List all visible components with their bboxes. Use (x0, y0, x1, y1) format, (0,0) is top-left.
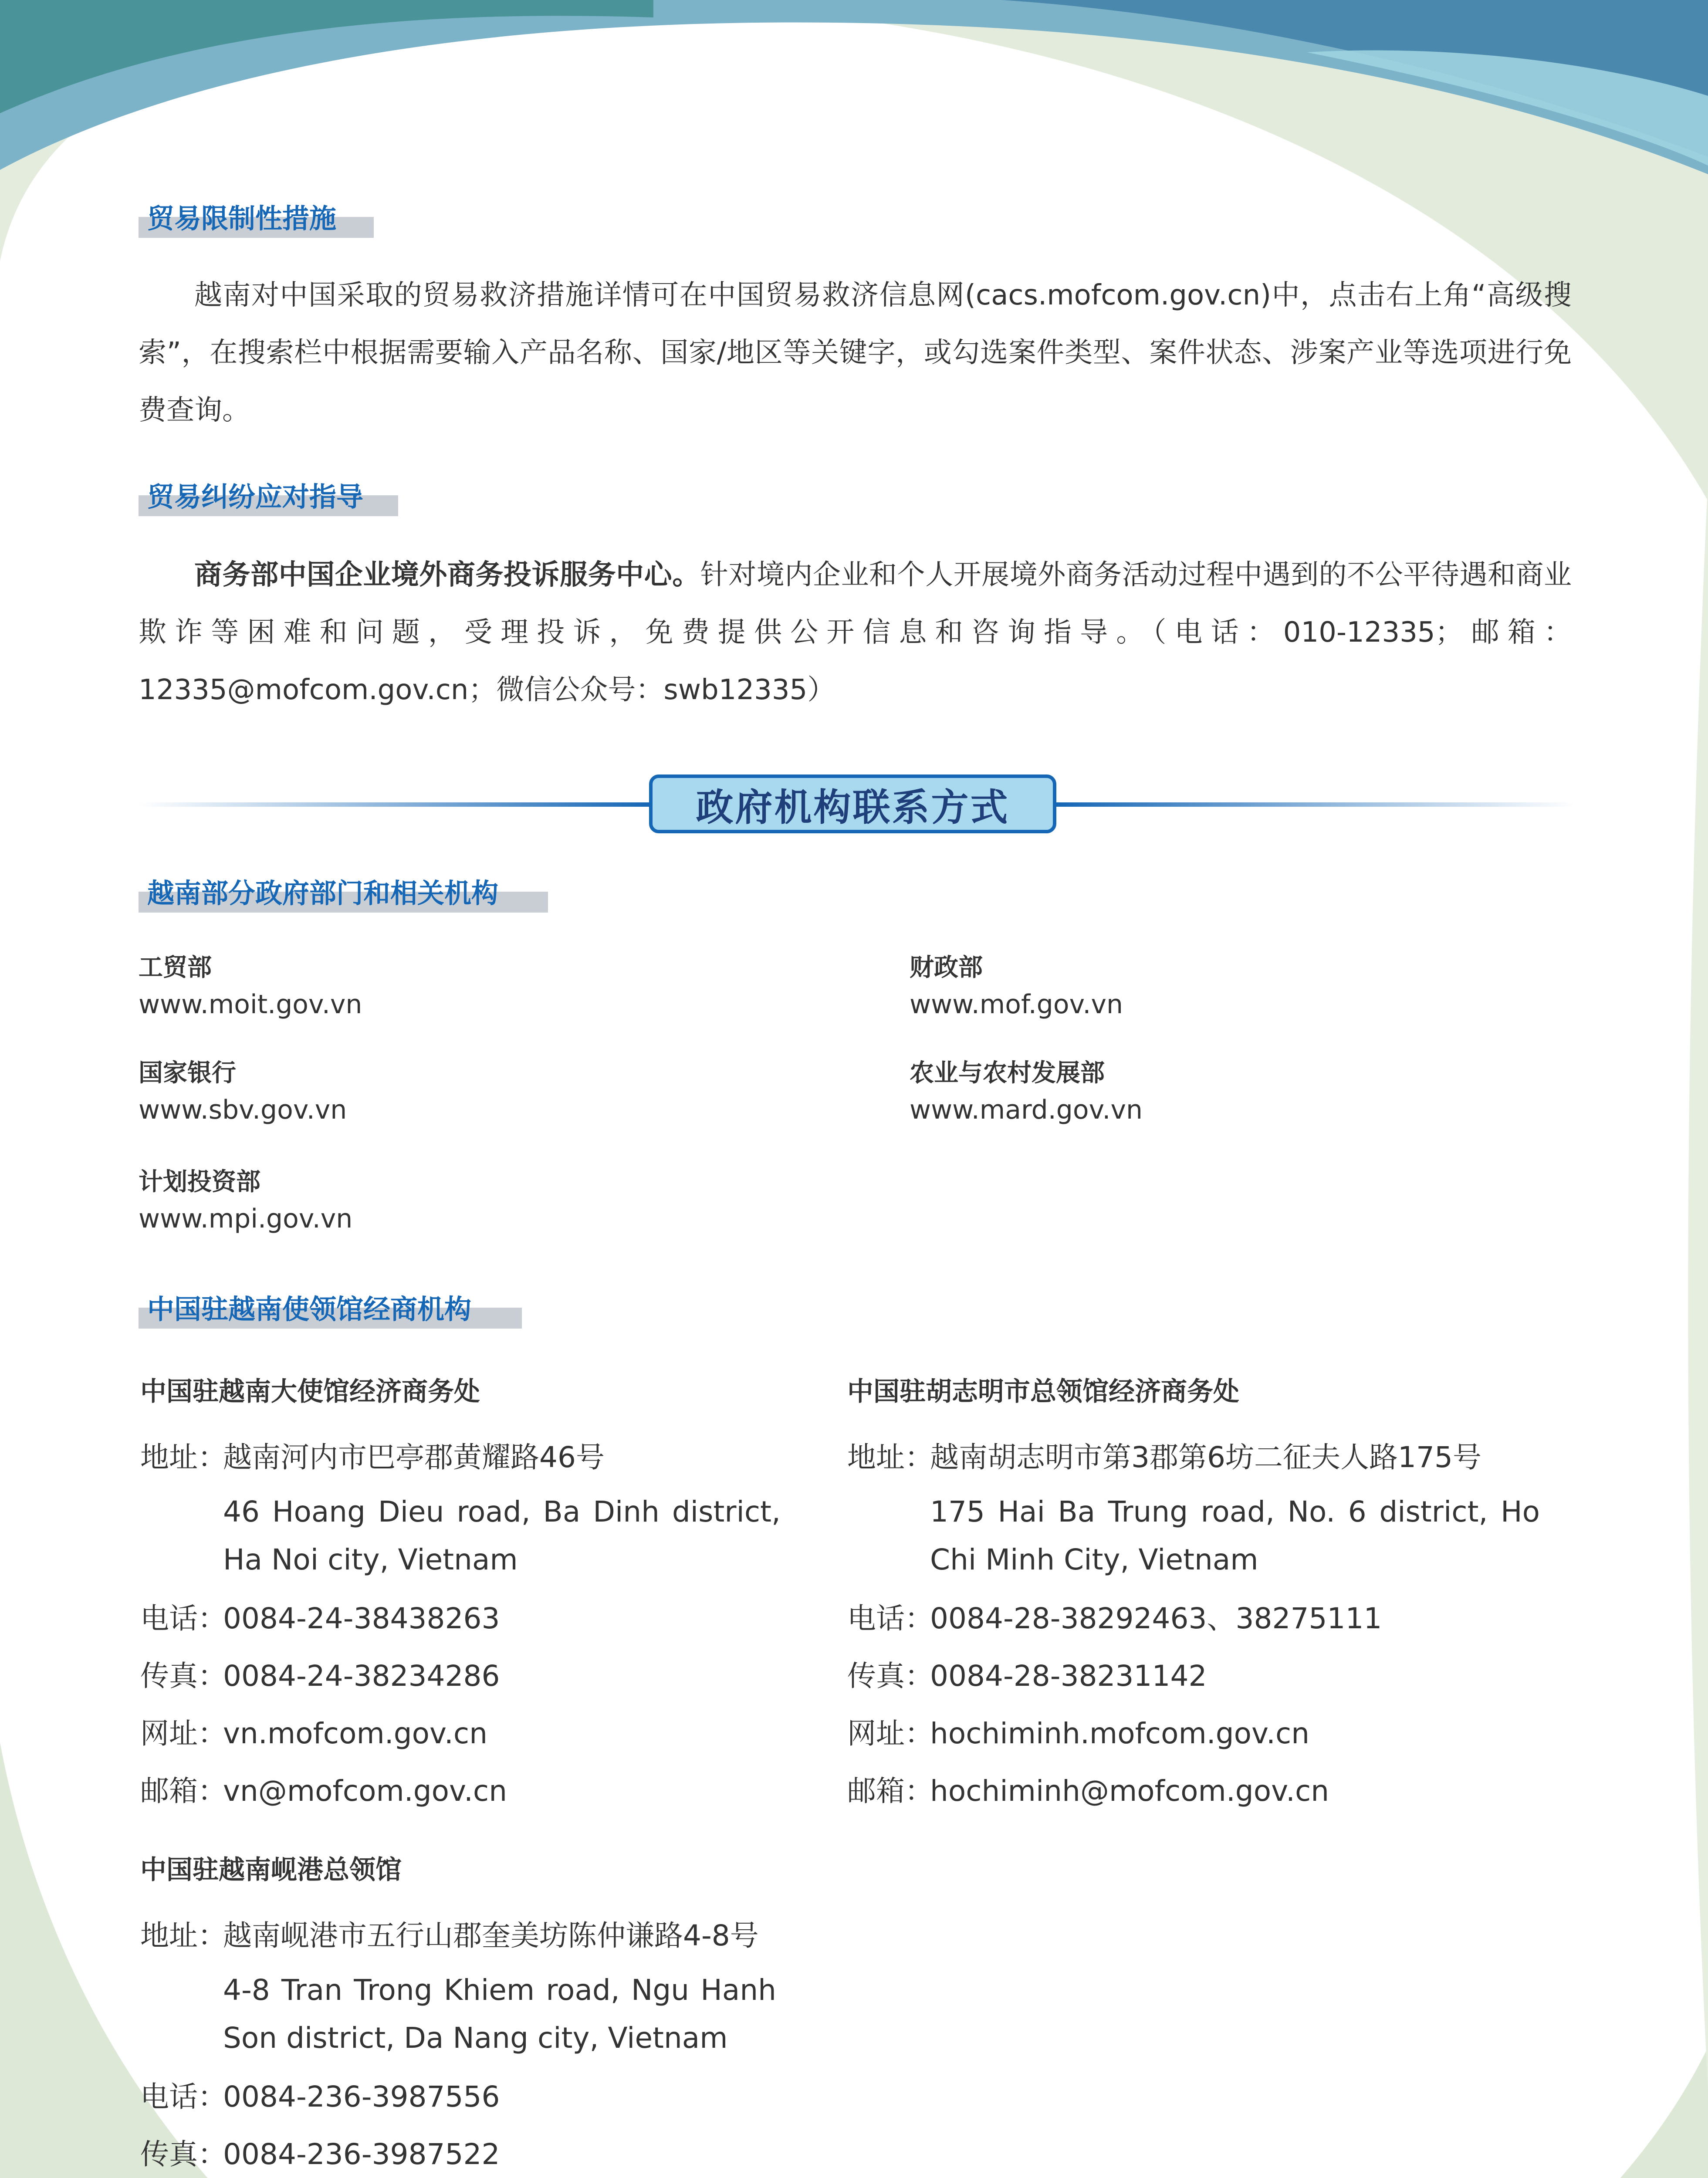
website-row (847, 1705, 1540, 1762)
heading-text: 贸易纠纷应对指导 (147, 481, 364, 513)
agency-name: 国家银行 (139, 1059, 236, 1087)
agency-url-link[interactable]: www.mof.gov.vn (910, 989, 1123, 1020)
website-label: 网址： (140, 1717, 227, 1750)
phone-value: 0084-24-38438263 (223, 1602, 500, 1635)
heading-text: 中国驻越南使领馆经商机构 (147, 1293, 472, 1325)
fax-label: 传真： (847, 1659, 933, 1693)
fax-label: 传真： (140, 1659, 227, 1693)
website-label: 网址： (847, 1717, 933, 1750)
phone-row (140, 2068, 776, 2126)
address-label: 地址： (847, 1441, 933, 1474)
fax-value: 0084-236-3987522 (223, 2137, 500, 2171)
address-row (140, 1907, 776, 1965)
heading-text: 越南部分政府部门和相关机构 (147, 877, 499, 909)
fax-label: 传真： (140, 2137, 227, 2171)
fax-row (140, 2126, 776, 2178)
phone-row (140, 1590, 781, 1647)
agency-item (139, 1055, 347, 1128)
phone-label: 电话： (140, 2080, 227, 2114)
website-link[interactable]: hochiminh.mofcom.gov.cn (930, 1717, 1310, 1750)
address-row (140, 1429, 781, 1486)
address-row (847, 1429, 1540, 1486)
fax-row (140, 1647, 781, 1705)
fax-value: 0084-28-38231142 (930, 1659, 1207, 1693)
dispute-guidance-paragraph (139, 546, 1572, 719)
phone-value: 0084-28-38292463、38275111 (930, 1602, 1382, 1635)
address-cn: 越南胡志明市第3郡第6坊二征夫人路175号 (930, 1441, 1481, 1474)
government-contacts-banner: 政府机构联系方式 (649, 774, 1056, 833)
dispute-guidance-body: 针对境内企业和个人开展境外商务活动过程中遇到的不公平待遇和商业欺诈等困难和问题，受理投诉，免费提供公开信息和咨询指导。（电话：010-12335；邮箱：12335@mofcom.gov.cn；微信公众号：swb12335） (139, 559, 1572, 706)
phone-value: 0084-236-3987556 (223, 2080, 500, 2114)
agency-name: 农业与农村发展部 (910, 1059, 1105, 1087)
agency-item (139, 1164, 352, 1237)
trade-restrictions-body: 越南对中国采取的贸易救济措施详情可在中国贸易救济信息网(cacs.mofcom.gov.cn)中，点击右上角“高级搜索”，在搜索栏中根据需要输入产品名称、国家/地区等关键字，或勾选案件类型、案件状态、涉案产业等选项进行免费查询。 (139, 279, 1572, 426)
address-cn: 越南河内市巴亭郡黄耀路46号 (223, 1441, 605, 1474)
agency-url-link[interactable]: www.mard.gov.vn (910, 1095, 1143, 1125)
agency-item (910, 1055, 1143, 1128)
mission-name: 中国驻越南大使馆经济商务处 (140, 1376, 480, 1407)
heading-text: 贸易限制性措施 (147, 203, 337, 234)
agency-item (910, 950, 1123, 1023)
phone-row (847, 1590, 1540, 1647)
trade-restrictions-paragraph (139, 267, 1572, 439)
email-row (140, 1762, 781, 1820)
fax-value: 0084-24-38234286 (223, 1659, 500, 1693)
email-link[interactable]: vn@mofcom.gov.cn (223, 1774, 507, 1808)
address-en: 175 Hai Ba Trung road, No. 6 district, Ho Chi Minh City, Vietnam (930, 1495, 1540, 1576)
section-heading-chinese-missions (139, 1285, 522, 1329)
email-label: 邮箱： (847, 1774, 933, 1808)
mission-name: 中国驻胡志明市总领馆经济商务处 (847, 1376, 1239, 1407)
agency-name: 财政部 (910, 954, 983, 982)
complaint-center-name: 商务部中国企业境外商务投诉服务中心。 (194, 559, 700, 591)
fax-row (847, 1647, 1540, 1705)
agency-url-link[interactable]: www.sbv.gov.vn (139, 1095, 347, 1125)
address-cn: 越南岘港市五行山郡奎美坊陈仲谦路4-8号 (223, 1919, 759, 1952)
section-heading-dispute-guidance (139, 473, 398, 516)
mission-card-hanoi (140, 1372, 781, 1820)
banner-line-right (1056, 802, 1575, 807)
mission-card-da-nang (140, 1850, 776, 2178)
email-row (847, 1762, 1540, 1820)
phone-label: 电话： (847, 1602, 933, 1635)
phone-label: 电话： (140, 1602, 227, 1635)
email-link[interactable]: hochiminh@mofcom.gov.cn (930, 1774, 1329, 1808)
banner-line-left (139, 802, 653, 807)
agency-name: 计划投资部 (139, 1168, 260, 1196)
address-en: 4-8 Tran Trong Khiem road, Ngu Hanh Son district, Da Nang city, Vietnam (223, 1973, 776, 2055)
address-label: 地址： (140, 1919, 227, 1952)
section-heading-trade-restrictions (139, 194, 374, 238)
agency-item (139, 950, 362, 1023)
mission-name: 中国驻越南岘港总领馆 (140, 1855, 402, 1885)
website-row (140, 1705, 781, 1762)
address-label: 地址： (140, 1441, 227, 1474)
section-heading-vietnam-agencies (139, 869, 548, 913)
website-link[interactable]: vn.mofcom.gov.cn (223, 1717, 488, 1750)
agency-name: 工贸部 (139, 954, 212, 982)
agency-url-link[interactable]: www.mpi.gov.vn (139, 1204, 353, 1234)
mission-card-ho-chi-minh (847, 1372, 1540, 1820)
address-en: 46 Hoang Dieu road, Ba Dinh district, Ha Noi city, Vietnam (223, 1495, 781, 1576)
email-label: 邮箱： (140, 1774, 227, 1808)
agency-url-link[interactable]: www.moit.gov.vn (139, 989, 362, 1020)
